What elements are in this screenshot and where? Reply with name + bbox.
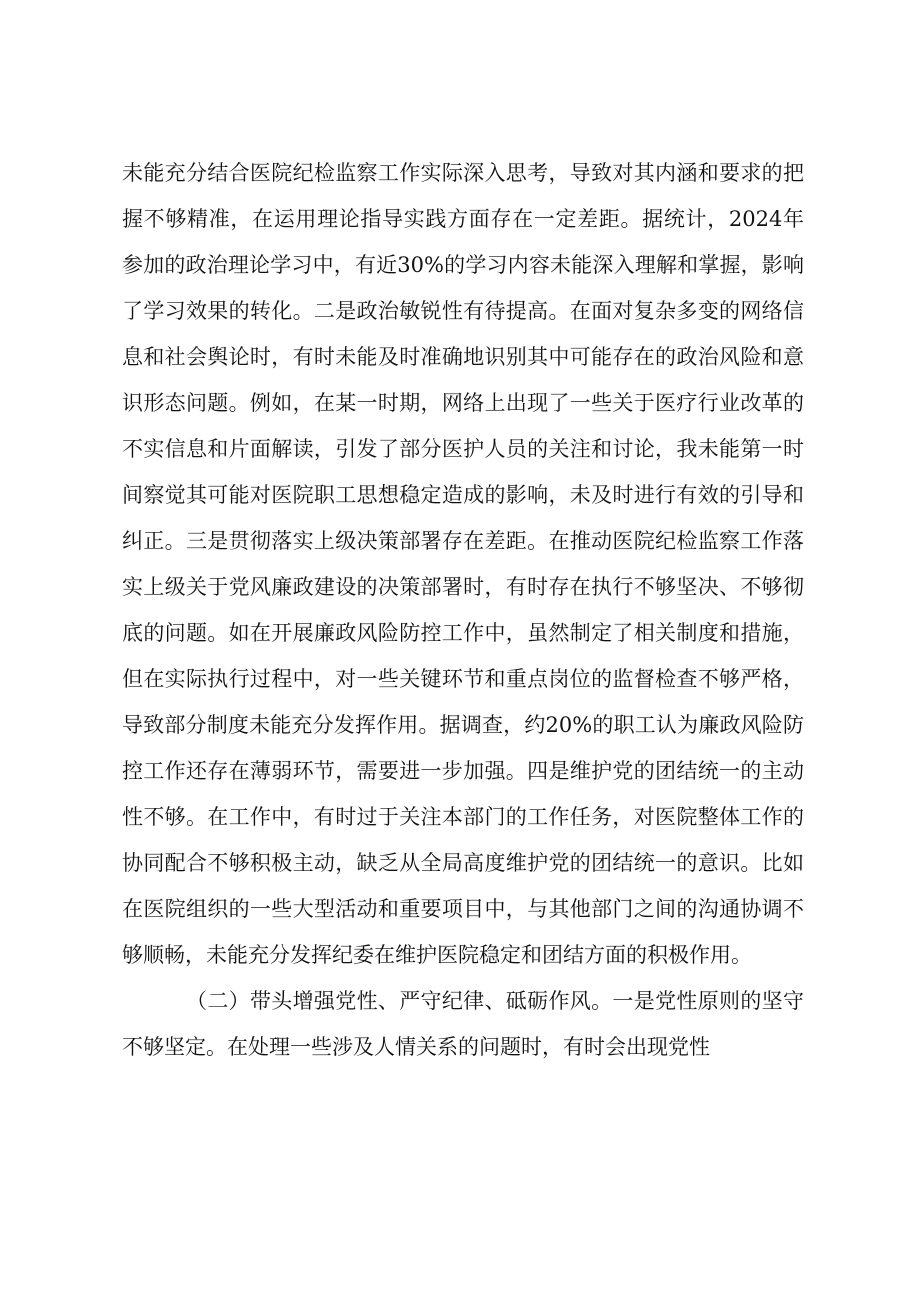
document-body (122, 150, 804, 1070)
paragraph-section-two: （二）带头增强党性、严守纪律、砥砺作风。一是党性原则的坚守不够坚定。在处理一些涉及人情关系的问题时，有时会出现党性 (122, 989, 804, 1059)
paragraph-continued: 未能充分结合医院纪检监察工作实际深入思考，导致对其内涵和要求的把握不够精准，在运用理论指导实践方面存在一定差距。据统计，2024年参加的政治理论学习中，有近30%的学习内容未能深入理解和掌握，影响了学习效果的转化。二是政治敏锐性有待提高。在面对复杂多变的网络信息和社会舆论时，有时未能及时准确地识别其中可能存在的政治风险和意识形态问题。例如，在某一时期，网络上出现了一些关于医疗行业改革的不实信息和片面解读，引发了部分医护人员的关注和讨论，我未能第一时间察觉其可能对医院职工思想稳定造成的影响，未及时进行有效的引导和纠正。三是贯彻落实上级决策部署存在差距。在推动医院纪检监察工作落实上级关于党风廉政建设的决策部署时，有时存在执行不够坚决、不够彻底的问题。如在开展廉政风险防控工作中，虽然制定了相关制度和措施，但在实际执行过程中，对一些关键环节和重点岗位的监督检查不够严格，导致部分制度未能充分发挥作用。据调查，约20%的职工认为廉政风险防控工作还存在薄弱环节，需要进一步加强。四是维护党的团结统一的主动性不够。在工作中，有时过于关注本部门的工作任务，对医院整体工作的协同配合不够积极主动，缺乏从全局高度维护党的团结统一的意识。比如在医院组织的一些大型活动和重要项目中，与其他部门之间的沟通协调不够顺畅，未能充分发挥纪委在维护医院稳定和团结方面的积极作用。 (122, 161, 804, 967)
